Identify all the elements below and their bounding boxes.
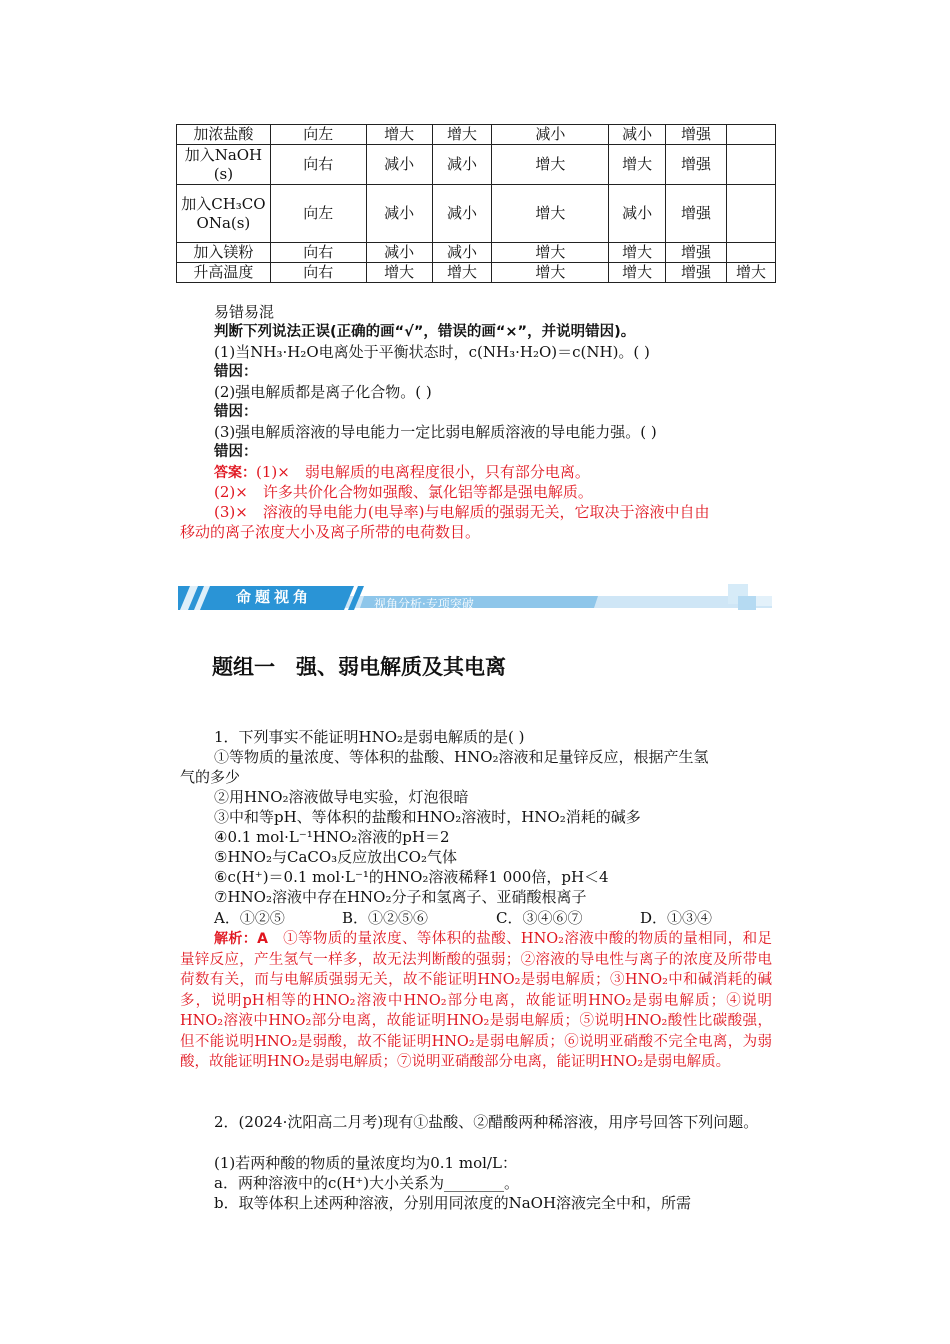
table-cell: 减小 (432, 185, 492, 243)
table-cell: 减小 (609, 185, 666, 243)
q1-option-4: ④0.1 mol·L⁻¹HNO₂溶液的pH＝2 (214, 828, 450, 846)
q1-option-1-cont: 气的多少 (180, 768, 241, 786)
table-cell: 增强 (666, 145, 727, 185)
reason-label: 错因： (214, 364, 258, 380)
table-cell: 增大 (492, 243, 609, 263)
table-cell: 向左 (270, 125, 366, 145)
property-table (176, 124, 776, 283)
table-cell: 减小 (366, 243, 432, 263)
q1-choice-d: D．①③④ (640, 909, 713, 927)
q1-option-2: ②用HNO₂溶液做导电实验，灯泡很暗 (214, 788, 469, 806)
reason-label: 错因： (214, 444, 258, 460)
reason-label: 错因： (214, 404, 258, 420)
mistake-q2: (2)强电解质都是离子化合物。( ) (214, 383, 432, 401)
q1-option-6: ⑥c(H⁺)＝0.1 mol·L⁻¹的HNO₂溶液稀释1 000倍，pH＜4 (214, 868, 609, 886)
table-row (177, 185, 776, 243)
q1-choice-c: C．③④⑥⑦ (496, 909, 583, 927)
q1-stem: 1．下列事实不能证明HNO₂是弱电解质的是( ) (214, 728, 525, 746)
mistakes-instruction: 判断下列说法正误(正确的画“√”，错误的画“×”，并说明错因)。 (214, 324, 636, 340)
analysis-text: ①等物质的量浓度、等体积的盐酸、HNO₂溶液中酸的物质的量相同，和足量锌反应，产生氢气一样多，故无法判断酸的强弱；②溶液的导电性与离子的浓度及所带电荷数有关，而与电解质强弱无关，故不能证明HNO₂是弱电解质；③HNO₂中和碱消耗的碱多，说明pH相等的HNO₂溶液中HNO₂部分电离，故能证明HNO₂是弱电解质；④说明HNO₂溶液中HNO₂部分电离，故能证明HNO₂是弱电解质；⑤说明HNO₂酸性比碳酸强，但不能说明HNO₂是弱酸，故不能证明HNO₂是弱电解质；⑥说明亚硝酸不完全电离，为弱酸，故能证明HNO₂是弱电解质；⑦说明亚硝酸部分电离，能证明HNO₂是弱电解质。 (180, 931, 773, 1070)
table-cell: 增大 (366, 125, 432, 145)
answer-1 (214, 462, 590, 483)
table-cell: 减小 (366, 185, 432, 243)
table-cell: 增强 (666, 243, 727, 263)
q2-sub1: (1)若两种酸的物质的量浓度均为0.1 mol/L： (214, 1154, 517, 1172)
section-title: 题组一 强、弱电解质及其电离 (212, 655, 506, 679)
table-cell (727, 145, 776, 185)
q1-choice-a: A．①②⑤ (214, 909, 285, 927)
table-cell: 增大 (609, 145, 666, 185)
answer-1-text: (1)× 弱电解质的电离程度很小，只有部分电离。 (256, 463, 590, 481)
table-cell: 增大 (432, 263, 492, 283)
q2-part-b: b．取等体积上述两种溶液，分别用同浓度的NaOH溶液完全中和，所需 (214, 1194, 692, 1212)
q1-choice-b: B．①②⑤⑥ (342, 909, 429, 927)
table-cell: 减小 (366, 145, 432, 185)
table-cell: 增大 (366, 263, 432, 283)
table-cell: 增大 (492, 263, 609, 283)
table-cell: 增大 (492, 185, 609, 243)
table-cell: 加浓盐酸 (177, 125, 271, 145)
table-cell: 增大 (432, 125, 492, 145)
table-cell: 减小 (492, 125, 609, 145)
q2-stem: 2．(2024·沈阳高二月考)现有①盐酸、②醋酸两种稀溶液，用序号回答下列问题。 (214, 1113, 759, 1131)
table-cell: 增大 (492, 145, 609, 185)
table-cell (727, 243, 776, 263)
table-row (177, 243, 776, 263)
q1-option-7: ⑦HNO₂溶液中存在HNO₂分子和氢离子、亚硝酸根离子 (214, 888, 587, 906)
answer-3-line1: (3)× 溶液的导电能力(电导率)与电解质的强弱无关，它取决于溶液中自由 (214, 503, 710, 521)
mistake-q3: (3)强电解质溶液的导电能力一定比弱电解质溶液的导电能力强。( ) (214, 423, 657, 441)
table-cell: 减小 (432, 243, 492, 263)
table-row (177, 125, 776, 145)
table-cell: 加入NaOH(s) (177, 145, 271, 185)
table-cell: 升高温度 (177, 263, 271, 283)
banner-title: 命题视角 (236, 588, 313, 606)
table-cell: 向右 (270, 243, 366, 263)
table-cell: 加入CH₃COONa(s) (177, 185, 271, 243)
q1-analysis (180, 929, 772, 1073)
table-cell (727, 185, 776, 243)
table-cell: 增强 (666, 125, 727, 145)
answer-3-line2: 移动的离子浓度大小及离子所带的电荷数目。 (180, 523, 481, 541)
table-cell: 增大 (609, 243, 666, 263)
banner-subtitle: 视角分析·专项突破 (374, 597, 474, 611)
table-row (177, 145, 776, 185)
mistake-q1: (1)当NH₃·H₂O电离处于平衡状态时，c(NH₃·H₂O)＝c(NH)。( ) (214, 343, 650, 361)
table-cell: 减小 (609, 125, 666, 145)
answer-label: 答案： (214, 465, 256, 481)
table-cell: 减小 (432, 145, 492, 185)
analysis-label: 解析：A (214, 931, 268, 947)
table-cell: 增大 (609, 263, 666, 283)
q1-option-1: ①等物质的量浓度、等体积的盐酸、HNO₂溶液和足量锌反应，根据产生氢 (214, 748, 709, 766)
mistakes-heading: 易错易混 (214, 303, 275, 321)
q1-option-3: ③中和等pH、等体积的盐酸和HNO₂溶液时，HNO₂消耗的碱多 (214, 808, 641, 826)
table-cell: 向右 (270, 263, 366, 283)
table-cell: 向左 (270, 185, 366, 243)
table-cell (727, 125, 776, 145)
section-banner (178, 582, 772, 614)
table-row (177, 263, 776, 283)
table-cell: 增大 (727, 263, 776, 283)
answer-2: (2)× 许多共价化合物如强酸、氯化铝等都是强电解质。 (214, 483, 593, 501)
table-cell: 增强 (666, 263, 727, 283)
table-cell: 向右 (270, 145, 366, 185)
q2-part-a: a．两种溶液中的c(H⁺)大小关系为________。 (214, 1174, 520, 1192)
table-cell: 增强 (666, 185, 727, 243)
q1-option-5: ⑤HNO₂与CaCO₃反应放出CO₂气体 (214, 848, 457, 866)
table-cell: 加入镁粉 (177, 243, 271, 263)
